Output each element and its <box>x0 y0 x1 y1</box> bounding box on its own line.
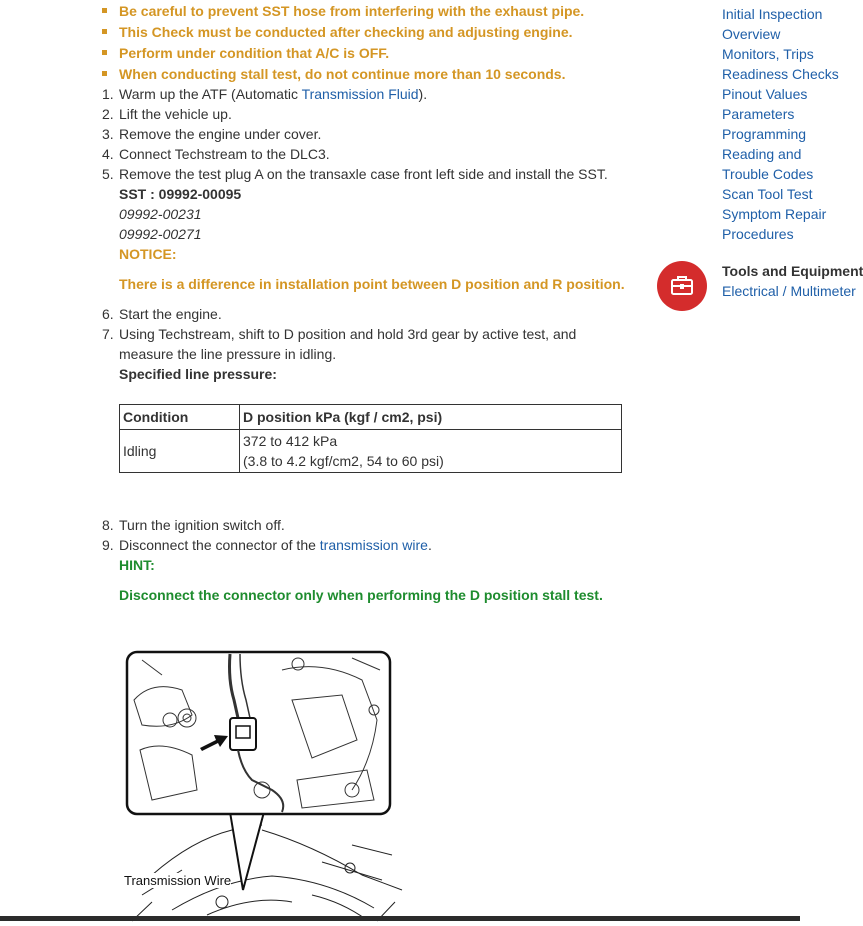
table-cell: 372 to 412 kPa (3.8 to 4.2 kgf/cm2, 54 to 60 psi) <box>240 430 622 473</box>
line-pressure-table <box>119 404 622 473</box>
transmission-wire-illustration <box>112 640 402 921</box>
step-2: 2. Lift the vehicle up. <box>102 106 232 122</box>
sidebar-link[interactable]: Pinout Values <box>722 86 808 102</box>
caution-list <box>102 1 584 85</box>
bottom-bar <box>0 916 800 921</box>
sst-part: 09992-00231 <box>119 206 202 222</box>
hint-text: Disconnect the connector only when performing the D position stall test. <box>119 587 603 603</box>
sst-part: 09992-00271 <box>119 226 202 242</box>
table-header-row <box>120 405 622 430</box>
step-1: 1. Warm up the ATF (Automatic Transmission Fluid). <box>102 86 428 102</box>
sidebar-link[interactable]: Initial Inspection <box>722 6 823 22</box>
notice-text: There is a difference in installation point between D position and R position. <box>119 276 625 292</box>
sidebar-section-title: Tools and Equipment <box>722 263 863 279</box>
sidebar-link[interactable]: Monitors, Trips <box>722 46 814 62</box>
sidebar-link[interactable]: Reading and <box>722 146 802 162</box>
toolbox-glyph-icon <box>657 261 707 311</box>
transmission-fluid-link[interactable]: Transmission Fluid <box>301 86 419 102</box>
table-cell: Idling <box>120 430 240 473</box>
table-header: Condition <box>120 405 240 430</box>
step-7-continued: measure the line pressure in idling. <box>119 346 337 362</box>
step-5: 5. Remove the test plug A on the transaxle case front left side and install the SST. <box>102 166 608 182</box>
sst-label: SST : 09992-00095 <box>119 186 242 202</box>
caution-item: Be careful to prevent SST hose from interfering with the exhaust pipe. <box>102 1 584 22</box>
caution-item: This Check must be conducted after checking and adjusting engine. <box>102 22 584 43</box>
sidebar-link[interactable]: Electrical / Multimeter <box>722 283 856 299</box>
notice-label: NOTICE: <box>119 246 177 262</box>
sidebar-link[interactable]: Procedures <box>722 226 794 242</box>
sidebar-link[interactable]: Trouble Codes <box>722 166 814 182</box>
transmission-wire-label: Transmission Wire <box>124 873 232 888</box>
step-8: 8. Turn the ignition switch off. <box>102 517 285 533</box>
sidebar-link[interactable]: Parameters <box>722 106 795 122</box>
step-3: 3. Remove the engine under cover. <box>102 126 322 142</box>
hint-label: HINT: <box>119 557 155 573</box>
sidebar <box>722 0 863 921</box>
step-6: 6. Start the engine. <box>102 306 222 322</box>
toolbox-icon <box>657 261 707 311</box>
sidebar-link[interactable]: Symptom Repair <box>722 206 827 222</box>
spec-label: Specified line pressure: <box>119 366 277 382</box>
sidebar-link[interactable]: Programming <box>722 126 807 142</box>
sidebar-link[interactable]: Overview <box>722 26 781 42</box>
transmission-wire-link[interactable]: transmission wire <box>319 537 428 553</box>
caution-item: Perform under condition that A/C is OFF. <box>102 43 584 64</box>
table-row <box>120 430 622 473</box>
step-4: 4. Connect Techstream to the DLC3. <box>102 146 330 162</box>
table-header: D position kPa (kgf / cm2, psi) <box>240 405 622 430</box>
step-9: 9. Disconnect the connector of the transmission wire. <box>102 537 432 553</box>
sidebar-link[interactable]: Scan Tool Test <box>722 186 813 202</box>
sidebar-link[interactable]: Readiness Checks <box>722 66 839 82</box>
caution-item: When conducting stall test, do not continue more than 10 seconds. <box>102 64 584 85</box>
step-7: 7. Using Techstream, shift to D position and hold 3rd gear by active test, and <box>102 326 577 342</box>
